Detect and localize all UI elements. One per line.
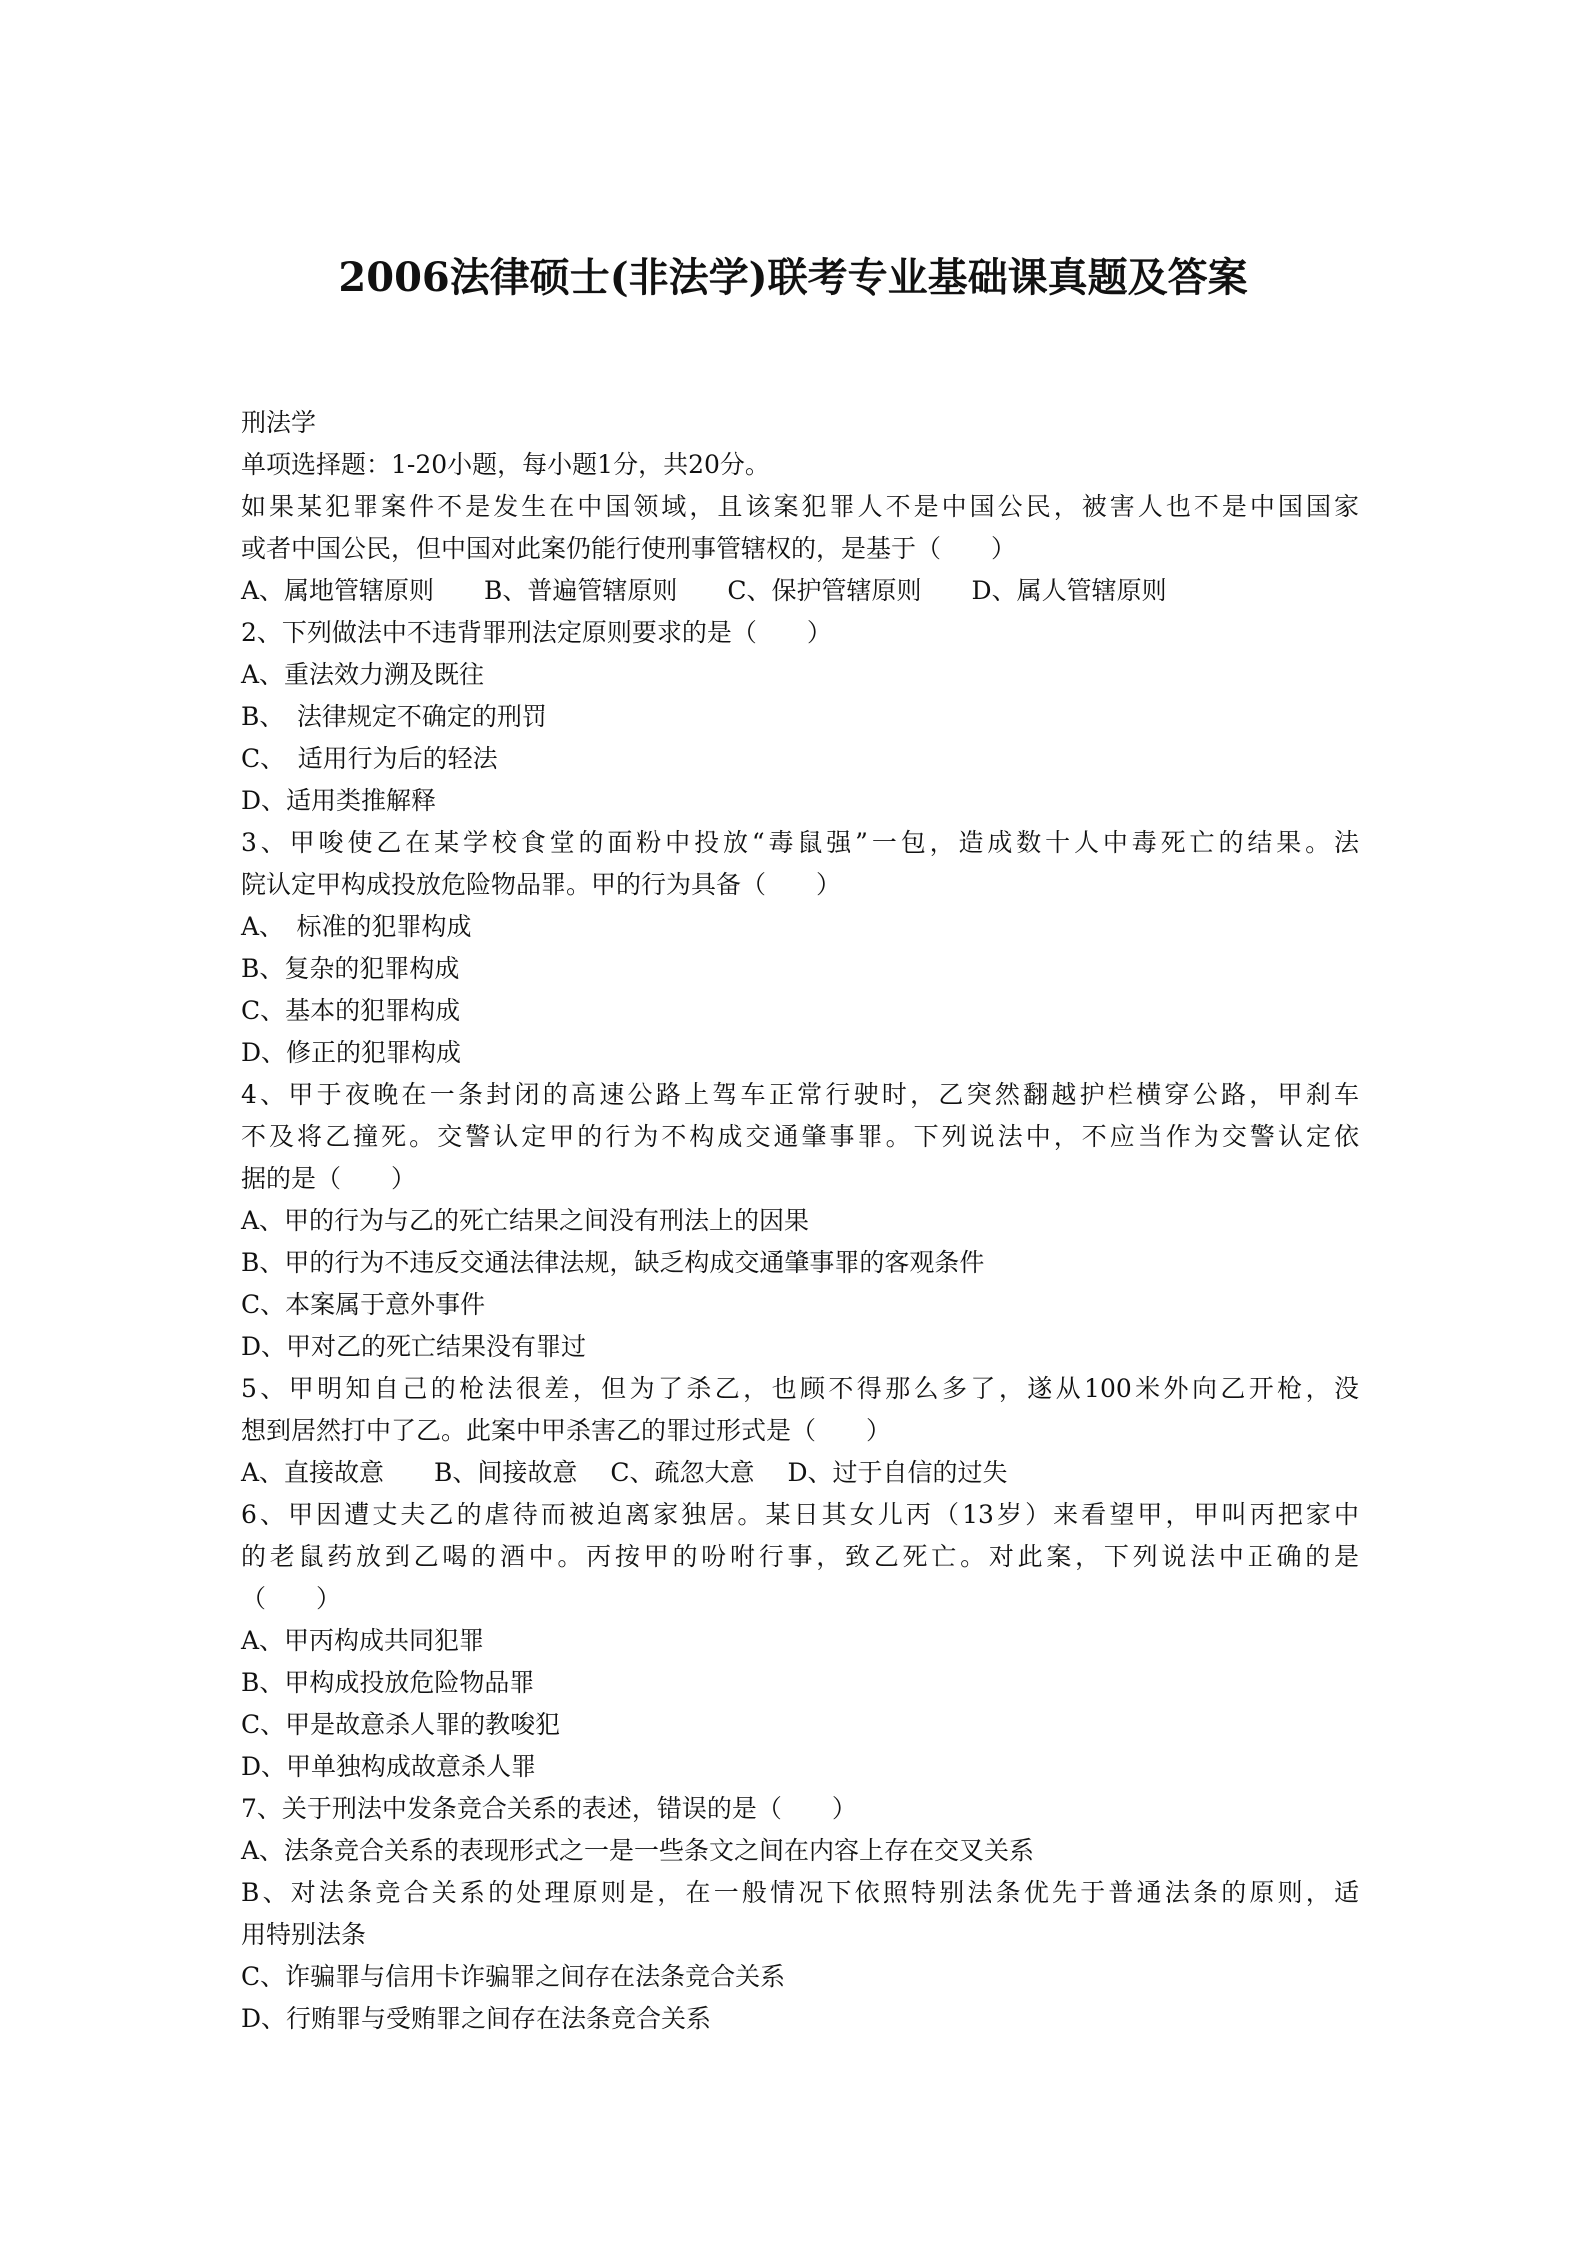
question-2-option-c: C、 适用行为后的轻法: [241, 744, 498, 773]
question-4-option-d: D、甲对乙的死亡结果没有罪过: [241, 1332, 587, 1361]
question-4-option-b: B、甲的行为不违反交通法律法规，缺乏构成交通肇事罪的客观条件: [241, 1248, 985, 1277]
question-3-text-cont: 院认定甲构成投放危险物品罪。甲的行为具备（ ）: [241, 870, 842, 899]
question-2-option-a: A、重法效力溯及既往: [241, 660, 485, 689]
question-7-text: 7、关于刑法中发条竞合关系的表述，错误的是（ ）: [241, 1794, 857, 1823]
question-4-text-cont: 不及将乙撞死。交警认定甲的行为不构成交通肇事罪。下列说法中，不应当作为交警认定依: [241, 1122, 1359, 1151]
question-6-text-cont: 的老鼠药放到乙喝的酒中。丙按甲的吩咐行事，致乙死亡。对此案，下列说法中正确的是: [241, 1542, 1359, 1571]
question-3-option-d: D、修正的犯罪构成: [241, 1038, 462, 1067]
question-2-option-b: B、 法律规定不确定的刑罚: [241, 702, 547, 731]
question-7-option-d: D、行贿罪与受贿罪之间存在法条竞合关系: [241, 2004, 712, 2033]
question-6-text-end: （ ）: [241, 1584, 342, 1613]
question-4-text: 4、甲于夜晚在一条封闭的高速公路上驾车正常行驶时，乙突然翻越护栏横穿公路，甲刹车: [241, 1080, 1359, 1109]
question-3-option-b: B、复杂的犯罪构成: [241, 954, 460, 983]
question-2-text: 2、下列做法中不违背罪刑法定原则要求的是（ ）: [241, 618, 832, 647]
question-7-option-a: A、法条竞合关系的表现形式之一是一些条文之间在内容上存在交叉关系: [241, 1836, 1035, 1865]
question-1-options: A、属地管辖原则 B、普遍管辖原则 C、保护管辖原则 D、属人管辖原则: [241, 576, 1167, 605]
question-5-text-cont: 想到居然打中了乙。此案中甲杀害乙的罪过形式是（ ）: [241, 1416, 892, 1445]
section-instructions: 单项选择题：1-20小题，每小题1分，共20分。: [241, 450, 770, 479]
question-1-text-cont: 或者中国公民，但中国对此案仍能行使刑事管辖权的，是基于（ ）: [241, 534, 1017, 563]
question-4-text-end: 据的是（ ）: [241, 1164, 417, 1193]
question-6-option-d: D、甲单独构成故意杀人罪: [241, 1752, 537, 1781]
question-5-options: A、直接故意 B、间接故意 C、疏忽大意 D、过于自信的过失: [241, 1458, 1008, 1487]
question-3-option-c: C、基本的犯罪构成: [241, 996, 461, 1025]
question-6-option-a: A、甲丙构成共同犯罪: [241, 1626, 485, 1655]
question-3-text: 3、甲唆使乙在某学校食堂的面粉中投放“毒鼠强”一包，造成数十人中毒死亡的结果。法: [241, 828, 1359, 857]
question-4-option-c: C、本案属于意外事件: [241, 1290, 486, 1319]
question-4-option-a: A、甲的行为与乙的死亡结果之间没有刑法上的因果: [241, 1206, 810, 1235]
section-heading: 刑法学: [241, 408, 317, 437]
question-2-option-d: D、适用类推解释: [241, 786, 437, 815]
question-6-text: 6、甲因遭丈夫乙的虐待而被迫离家独居。某日其女儿丙（13岁）来看望甲，甲叫丙把家中: [241, 1500, 1359, 1529]
question-7-option-c: C、诈骗罪与信用卡诈骗罪之间存在法条竞合关系: [241, 1962, 786, 1991]
question-5-text: 5、甲明知自己的枪法很差，但为了杀乙，也顾不得那么多了，遂从100米外向乙开枪，没: [241, 1374, 1359, 1403]
document-title: 2006法律硕士(非法学)联考专业基础课真题及答案: [338, 254, 1248, 301]
question-6-option-c: C、甲是故意杀人罪的教唆犯: [241, 1710, 561, 1739]
question-7-option-b-cont: 用特别法条: [241, 1920, 367, 1949]
question-3-option-a: A、 标准的犯罪构成: [241, 912, 472, 941]
question-6-option-b: B、甲构成投放危险物品罪: [241, 1668, 535, 1697]
question-1-text: 如果某犯罪案件不是发生在中国领域，且该案犯罪人不是中国公民，被害人也不是中国国家: [241, 492, 1359, 521]
document-body: [241, 402, 1359, 2040]
question-7-option-b: B、对法条竞合关系的处理原则是，在一般情况下依照特别法条优先于普通法条的原则，适: [241, 1878, 1359, 1907]
